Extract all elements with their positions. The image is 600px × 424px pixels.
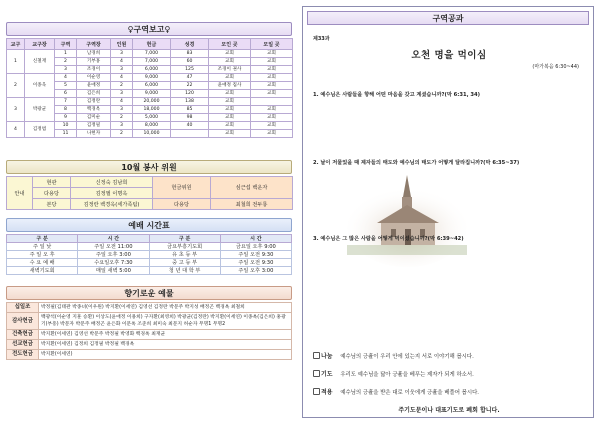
report-cell: 138 bbox=[171, 98, 209, 106]
report-header: 구역 bbox=[55, 39, 77, 50]
report-cell: 2 bbox=[111, 114, 133, 122]
report-cell: 백경옥 bbox=[77, 106, 111, 114]
report-cell: 나현자 bbox=[77, 130, 111, 138]
report-cell: 5 bbox=[55, 82, 77, 90]
offering-row bbox=[7, 340, 292, 350]
report-cell: 교회 bbox=[209, 98, 251, 106]
parish-cell: 1 bbox=[7, 50, 25, 74]
report-cell: 2 bbox=[111, 130, 133, 138]
report-cell: 교회 bbox=[209, 58, 251, 66]
apply-label: 기도 bbox=[321, 371, 333, 378]
vol-names: 김정란 백경옥(세가족팀) bbox=[71, 199, 153, 210]
checkbox-icon bbox=[313, 388, 320, 395]
offerings-title: 향기로운 예물 bbox=[6, 286, 292, 300]
vol-role: 본당 bbox=[33, 199, 71, 210]
schedule-cell: 수요일오후 7:30 bbox=[78, 259, 149, 267]
report-table bbox=[6, 38, 293, 138]
report-cell: 7,000 bbox=[133, 58, 171, 66]
apply-pray bbox=[313, 369, 583, 378]
report-cell: 4 bbox=[111, 58, 133, 66]
report-cell: 7 bbox=[55, 98, 77, 106]
report-cell: 9,000 bbox=[133, 90, 171, 98]
schedule-row bbox=[7, 267, 292, 275]
offering-names: 백광석(이순영 지훈 승환) 이상도(윤애정 이용희) 구자환(최영희) 박광균(김정란) 박지환(이세연) 이종옥(김은희) 홍광기(부흥) 박문자 박문주 배정곤 윤은화 이문옥 조준희 최미숙 최문지 허순자 무명1 무명2 bbox=[39, 313, 292, 330]
report-row bbox=[7, 122, 293, 130]
guide-label: 안내 bbox=[7, 177, 33, 210]
schedule-cell: 금요부흥기도회 bbox=[149, 243, 220, 251]
report-cell: 교회 bbox=[209, 74, 251, 82]
apply-text: 우리도 예수님을 닮아 긍휼을 베푸는 제자가 되게 하소서. bbox=[340, 372, 474, 378]
lesson-reference: (마가복음 6:30~44) bbox=[532, 64, 579, 70]
report-cell: 3 bbox=[111, 90, 133, 98]
report-cell: 5,000 bbox=[133, 114, 171, 122]
schedule-title: 예배 시간표 bbox=[6, 218, 292, 232]
study-panel bbox=[302, 6, 594, 418]
schedule-cell: 주일 오후 3:00 bbox=[220, 267, 291, 275]
schedule-row bbox=[7, 243, 292, 251]
report-cell: 9 bbox=[55, 114, 77, 122]
parish-cell: 4 bbox=[7, 122, 25, 138]
vol-names: 신정숙 김남희 bbox=[71, 177, 153, 188]
parish-leader-cell: 박광균 bbox=[25, 98, 55, 122]
report-cell: 3 bbox=[111, 122, 133, 130]
report-cell: 김은희 bbox=[77, 90, 111, 98]
district-report bbox=[6, 22, 292, 138]
report-cell: 8,000 bbox=[133, 122, 171, 130]
schedule-cell: 새벽기도회 bbox=[7, 267, 78, 275]
apply-text: 예수님의 긍휼을 받은 대로 이웃에게 긍휼을 베풀어 봅시다. bbox=[340, 390, 479, 396]
worship-schedule bbox=[6, 218, 292, 275]
report-cell: 교회 bbox=[251, 114, 293, 122]
report-cell: 47 bbox=[171, 74, 209, 82]
schedule-row bbox=[7, 259, 292, 267]
report-cell: 교회 bbox=[251, 66, 293, 74]
parish-cell: 3 bbox=[7, 98, 25, 122]
report-header: 모인 곳 bbox=[209, 39, 251, 50]
offering-category: 전도헌금 bbox=[7, 350, 39, 360]
report-cell: 교회 bbox=[251, 106, 293, 114]
offering-row bbox=[7, 350, 292, 360]
report-cell: 교회 bbox=[251, 122, 293, 130]
volunteers-table bbox=[6, 176, 293, 210]
closing-text: 주기도문이나 대표기도로 폐회 합니다. bbox=[398, 407, 500, 414]
left-column bbox=[6, 6, 292, 418]
schedule-cell: 주일 오전 9:30 bbox=[220, 259, 291, 267]
report-cell: 교회 bbox=[209, 50, 251, 58]
report-cell: 83 bbox=[171, 50, 209, 58]
offering-names: 박지환(이세연) 김정희 김정필 박정필 백경옥 bbox=[39, 340, 292, 350]
vol-names: 김정필 이명옥 bbox=[71, 188, 153, 199]
vol-right-role: 다용당 bbox=[153, 199, 211, 210]
report-cell: 3 bbox=[111, 66, 133, 74]
question-3: 3. 예수님은 그 많은 사람을 어떻게 먹이셨습니까?(막 6:39~42) bbox=[313, 236, 464, 242]
report-header: 성경 bbox=[171, 39, 209, 50]
report-cell: 8 bbox=[55, 106, 77, 114]
offering-row bbox=[7, 303, 292, 313]
report-header: 교구장 bbox=[25, 39, 55, 50]
report-title: ♀구역보고♀ bbox=[6, 22, 292, 36]
schedule-header: 시 간 bbox=[78, 235, 149, 243]
report-header: 구역장 bbox=[77, 39, 111, 50]
vol-right-role: 헌금위원 bbox=[153, 177, 211, 199]
offerings-section bbox=[6, 286, 292, 360]
report-cell: 교회 bbox=[251, 50, 293, 58]
report-cell: 4 bbox=[55, 74, 77, 82]
report-row bbox=[7, 74, 293, 82]
offering-row bbox=[7, 330, 292, 340]
report-header: 헌금 bbox=[133, 39, 171, 50]
schedule-cell: 수 요 예 배 bbox=[7, 259, 78, 267]
schedule-header: 구 분 bbox=[7, 235, 78, 243]
vol-role: 현관 bbox=[33, 177, 71, 188]
report-cell: 김정필 bbox=[77, 122, 111, 130]
study-header: 구역공과 bbox=[307, 11, 589, 25]
report-cell: 85 bbox=[171, 106, 209, 114]
report-cell: 교회 bbox=[209, 122, 251, 130]
report-cell: 98 bbox=[171, 114, 209, 122]
schedule-table bbox=[6, 234, 292, 275]
report-cell: 교회 bbox=[209, 106, 251, 114]
report-cell: 교회 bbox=[251, 82, 293, 90]
report-cell: 김정란 bbox=[77, 98, 111, 106]
schedule-cell: 주일 오전 9:30 bbox=[220, 251, 291, 259]
schedule-cell: 주일 오후 3:00 bbox=[78, 251, 149, 259]
report-cell: 18,000 bbox=[133, 106, 171, 114]
parish-leader-cell: 김정범 bbox=[25, 122, 55, 138]
report-cell: 120 bbox=[171, 90, 209, 98]
volunteers-title: 10월 봉사 위원 bbox=[6, 160, 292, 174]
offering-category: 건축헌금 bbox=[7, 330, 39, 340]
report-row bbox=[7, 98, 293, 106]
schedule-header: 시 간 bbox=[220, 235, 291, 243]
church-illustration bbox=[347, 167, 467, 267]
volunteers-section bbox=[6, 160, 292, 210]
report-cell: 1 bbox=[55, 50, 77, 58]
report-cell: 3 bbox=[111, 106, 133, 114]
report-header: 교구 bbox=[7, 39, 25, 50]
report-cell: 125 bbox=[171, 66, 209, 74]
report-cell: 11 bbox=[55, 130, 77, 138]
offering-names: 박지환(이세연) 김영선 박문주 박정필 박영화 백경옥 최재균 bbox=[39, 330, 292, 340]
report-cell: 윤애정 bbox=[77, 82, 111, 90]
report-cell: 6,000 bbox=[133, 82, 171, 90]
schedule-cell: 중 고 등 부 bbox=[149, 259, 220, 267]
schedule-cell: 주 일 오 후 bbox=[7, 251, 78, 259]
report-cell: 교회 bbox=[209, 114, 251, 122]
offering-names: 박정필(김태관 박종녀(이우원) 박지환(이세연) 김영선 김정란 박문주 박지성 배정곤 백경옥 최철희 bbox=[39, 303, 292, 313]
report-cell: 기부홍 bbox=[77, 58, 111, 66]
vol-role: 다용당 bbox=[33, 188, 71, 199]
report-cell: 교회 bbox=[209, 130, 251, 138]
report-cell: 윤애정 집사 bbox=[209, 82, 251, 90]
schedule-cell: 유 초 등 부 bbox=[149, 251, 220, 259]
report-cell: 김미순 bbox=[77, 114, 111, 122]
parish-leader-cell: 신철재 bbox=[25, 50, 55, 74]
vol-right-names: 심근섭 백운자 bbox=[211, 177, 293, 199]
apply-label: 적용 bbox=[321, 389, 333, 396]
report-cell: 2 bbox=[111, 82, 133, 90]
report-cell: 10 bbox=[55, 122, 77, 130]
report-cell: 조경이 bbox=[77, 66, 111, 74]
apply-label: 나눔 bbox=[321, 353, 333, 360]
report-cell bbox=[251, 98, 293, 106]
vol-right-names: 최철희 전두룡 bbox=[211, 199, 293, 210]
report-cell: 60 bbox=[171, 58, 209, 66]
schedule-cell: 금요일 오후 9:00 bbox=[220, 243, 291, 251]
schedule-cell: 주일 오전 11:00 bbox=[78, 243, 149, 251]
checkbox-icon bbox=[313, 352, 320, 359]
schedule-header: 구 분 bbox=[149, 235, 220, 243]
offering-category: 선교헌금 bbox=[7, 340, 39, 350]
schedule-row bbox=[7, 251, 292, 259]
offering-row bbox=[7, 313, 292, 330]
report-cell: 교회 bbox=[251, 90, 293, 98]
report-cell: 3 bbox=[55, 66, 77, 74]
parish-cell: 2 bbox=[7, 74, 25, 98]
report-cell: 4 bbox=[111, 98, 133, 106]
report-header: 인원 bbox=[111, 39, 133, 50]
schedule-cell: 매일 새벽 5:00 bbox=[78, 267, 149, 275]
report-row bbox=[7, 50, 293, 58]
report-cell: 6,000 bbox=[133, 66, 171, 74]
schedule-cell: 주 일 낮 bbox=[7, 243, 78, 251]
report-header: 모일 곳 bbox=[251, 39, 293, 50]
apply-share bbox=[313, 351, 583, 360]
report-cell: 교회 bbox=[251, 58, 293, 66]
checkbox-icon bbox=[313, 370, 320, 377]
offerings-table bbox=[6, 302, 292, 360]
question-2: 2. 날이 저물었을 때 제자들의 태도와 예수님의 태도가 어떻게 달라집니까?(막 6:35~37) bbox=[313, 160, 520, 166]
report-cell: 40 bbox=[171, 122, 209, 130]
apply-text: 예수님의 긍휼이 우리 안에 있는지 서로 이야기해 봅시다. bbox=[340, 354, 474, 360]
report-cell: 22 bbox=[171, 82, 209, 90]
lesson-number: 제33과 bbox=[313, 36, 330, 42]
report-cell: 교회 bbox=[251, 130, 293, 138]
offering-names: 박지환(이세연) bbox=[39, 350, 292, 360]
report-cell: 7,000 bbox=[133, 50, 171, 58]
lesson-title: 오천 명을 먹이심 bbox=[411, 50, 487, 61]
question-1: 1. 예수님은 사람들을 향해 어떤 마음을 갖고 계셨습니까?(막 6:31, 34) bbox=[313, 92, 480, 98]
report-cell: 6 bbox=[55, 90, 77, 98]
report-cell: 3 bbox=[111, 50, 133, 58]
report-cell: 20,000 bbox=[133, 98, 171, 106]
schedule-cell: 청 년 대 학 부 bbox=[149, 267, 220, 275]
report-cell: 교회 bbox=[209, 90, 251, 98]
report-cell bbox=[171, 130, 209, 138]
report-cell: 교회 bbox=[251, 74, 293, 82]
report-cell: 이순영 bbox=[77, 74, 111, 82]
report-cell: 10,000 bbox=[133, 130, 171, 138]
report-cell: 2 bbox=[55, 58, 77, 66]
offering-category: 감사헌금 bbox=[7, 313, 39, 330]
offering-category: 십일조 bbox=[7, 303, 39, 313]
parish-leader-cell: 이종욱 bbox=[25, 74, 55, 98]
report-cell: 4 bbox=[111, 74, 133, 82]
report-cell: 9,000 bbox=[133, 74, 171, 82]
report-cell: 조경이 권사 bbox=[209, 66, 251, 74]
apply-apply bbox=[313, 387, 583, 396]
report-cell: 남경희 bbox=[77, 50, 111, 58]
